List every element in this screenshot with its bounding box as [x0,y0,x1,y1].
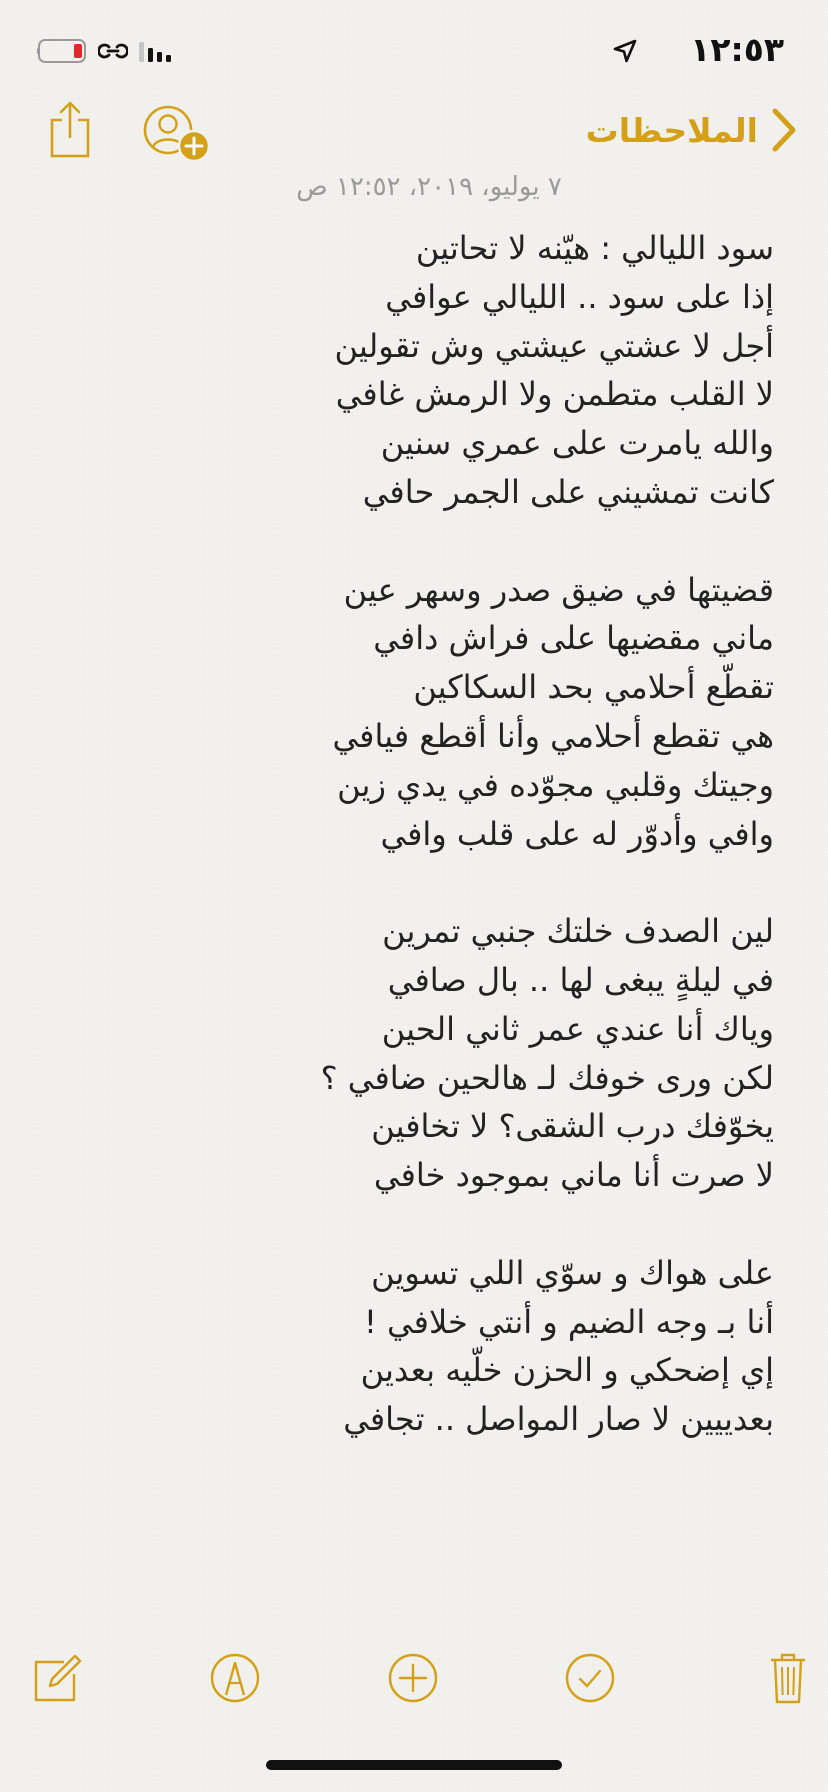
trash-icon [760,1650,816,1706]
note-line: وياك أنا عندي عمر ثاني الحين [381,1009,774,1048]
chevron-right-icon [770,107,798,153]
note-blank-line [54,517,774,566]
delete-button[interactable] [760,1650,816,1706]
status-bar [0,30,828,70]
compose-icon [30,1650,86,1706]
note-line: على هواك و سوّي اللي تسوين [371,1253,774,1292]
share-icon [48,100,92,158]
add-people-button[interactable] [142,104,212,166]
markup-pen-icon [207,1650,263,1706]
plus-circle-icon [385,1650,441,1706]
note-line: يخوّفك درب الشقى؟ لا تخافين [371,1107,774,1146]
navigation-bar [0,100,828,170]
note-line: لين الصدف خلتك جنبي تمرين [382,912,774,951]
new-note-button[interactable] [30,1650,86,1706]
battery-icon [36,38,90,64]
location-arrow-icon [612,38,638,64]
note-line: ماني مقضيها على فراش دافي [373,619,774,658]
add-button[interactable] [385,1650,441,1706]
cellular-signal-icon [138,40,178,64]
note-line: تقطّع أحلامي بحد السكاكين [413,668,774,707]
note-line: لا صرت أنا ماني بموجود خافي [373,1156,774,1195]
screen-mirroring-icon [98,38,128,64]
note-line: سود الليالي : هيّنه لا تحاتين [415,229,774,267]
note-line: والله يامرت على عمري سنين [380,424,774,463]
markup-button[interactable] [207,1650,263,1706]
note-line: أجل لا عشتي عيشتي وش تقولين [334,326,774,365]
bottom-toolbar [0,1650,828,1710]
note-line: إذا على سود .. الليالي عوافي [385,277,774,316]
note-body[interactable] [54,224,774,1444]
add-person-icon [142,104,212,166]
status-time: ١٢:٥٣ [690,30,784,69]
note-line: بعدييين لا صار المواصل .. تجافي [343,1400,774,1439]
back-to-notes-button[interactable] [586,104,798,156]
note-blank-line [54,1200,774,1249]
share-button[interactable] [48,100,92,158]
note-blank-line [54,858,774,907]
checkmark-circle-icon [562,1650,618,1706]
note-date: ٧ يوليو، ٢٠١٩، ١٢:٥٢ ص [296,172,562,202]
note-line: قضيتها في ضيق صدر وسهر عين [343,570,774,609]
note-line: إي إضحكي و الحزن خلّيه بعدين [360,1351,774,1390]
checklist-button[interactable] [562,1650,618,1706]
note-line: وجيتك وقلبي مجوّده في يدي زين [337,765,774,804]
back-label: الملاحظات [585,110,758,150]
note-line: وافي وأدوّر له على قلب وافي [380,814,774,853]
home-indicator[interactable] [266,1760,562,1770]
note-line: في ليلةٍ يبغى لها .. بال صافي [387,960,774,999]
note-line: هي تقطع أحلامي وأنا أقطع فيافي [332,716,774,755]
note-line: لكن ورى خوفك لـ هالحين ضافي ؟ [320,1058,774,1097]
note-line: أنا بـ وجه الضيم و أنتي خلافي ! [363,1302,774,1341]
note-line: كانت تمشيني على الجمر حافي [362,472,774,511]
note-line: لا القلب متطمن ولا الرمش غافي [335,375,774,414]
